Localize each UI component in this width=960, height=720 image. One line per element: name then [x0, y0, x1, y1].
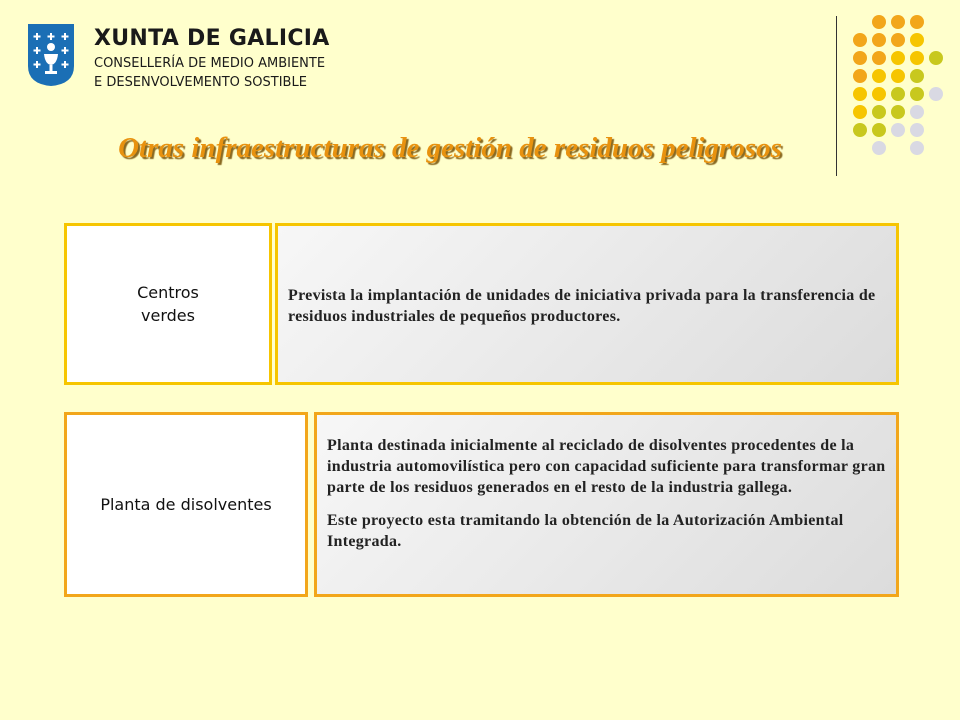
decorative-dot — [872, 15, 886, 29]
decorative-dot — [872, 69, 886, 83]
decorative-dot — [910, 141, 924, 155]
decorative-dot — [910, 51, 924, 65]
decorative-dot — [853, 51, 867, 65]
decorative-dot — [872, 105, 886, 119]
decorative-dot — [891, 15, 905, 29]
section-description-centros-verdes — [275, 223, 899, 385]
description-paragraph: Prevista la implantación de unidades de iniciativa privada para la transferencia de residuos industriales de pequeños productores. — [288, 287, 876, 325]
section-label-line: verdes — [141, 306, 195, 325]
section-label-planta-disolventes — [64, 412, 308, 597]
section-label-text: Planta de disolventes — [100, 495, 272, 514]
logo-subtitle-line-2: E DESENVOLVEMENTO SOSTIBLE — [94, 75, 307, 90]
section-description-planta-disolventes — [314, 412, 899, 597]
decorative-dot — [910, 69, 924, 83]
section-label-line: Centros — [137, 283, 199, 302]
decorative-dot — [910, 123, 924, 137]
decorative-dot — [891, 87, 905, 101]
decorative-dot — [853, 105, 867, 119]
decorative-dot — [891, 105, 905, 119]
xunta-logo — [26, 18, 356, 98]
logo-title: XUNTA DE GALICIA — [94, 26, 330, 51]
section-label-centros-verdes — [64, 223, 272, 385]
decorative-dot — [910, 15, 924, 29]
logo-subtitle-line-1: CONSELLERÍA DE MEDIO AMBIENTE — [94, 56, 326, 71]
decorative-dot — [891, 51, 905, 65]
decorative-dot — [853, 69, 867, 83]
decorative-dot — [910, 33, 924, 47]
decorative-dot — [910, 87, 924, 101]
description-paragraph: Este proyecto esta tramitando la obtención de la Autorización Ambiental Integrada. — [327, 512, 844, 550]
decorative-dot — [872, 87, 886, 101]
decorative-dot — [872, 51, 886, 65]
decorative-dot — [910, 105, 924, 119]
description-paragraph: Planta destinada inicialmente al reciclado de disolventes procedentes de la industria automovilística pero con capacidad suficiente para transformar gran parte de los residuos generados en el resto de la industria gallega. — [327, 437, 886, 496]
decorative-dot — [891, 69, 905, 83]
decorative-dot — [929, 51, 943, 65]
decorative-dot — [853, 33, 867, 47]
decorative-dot — [929, 87, 943, 101]
decorative-dot — [872, 33, 886, 47]
galicia-shield-icon — [26, 22, 76, 88]
decorative-dot — [853, 87, 867, 101]
page-title: Otras infraestructuras de gestión de residuos peligrosos — [118, 132, 782, 164]
decorative-dot — [891, 33, 905, 47]
